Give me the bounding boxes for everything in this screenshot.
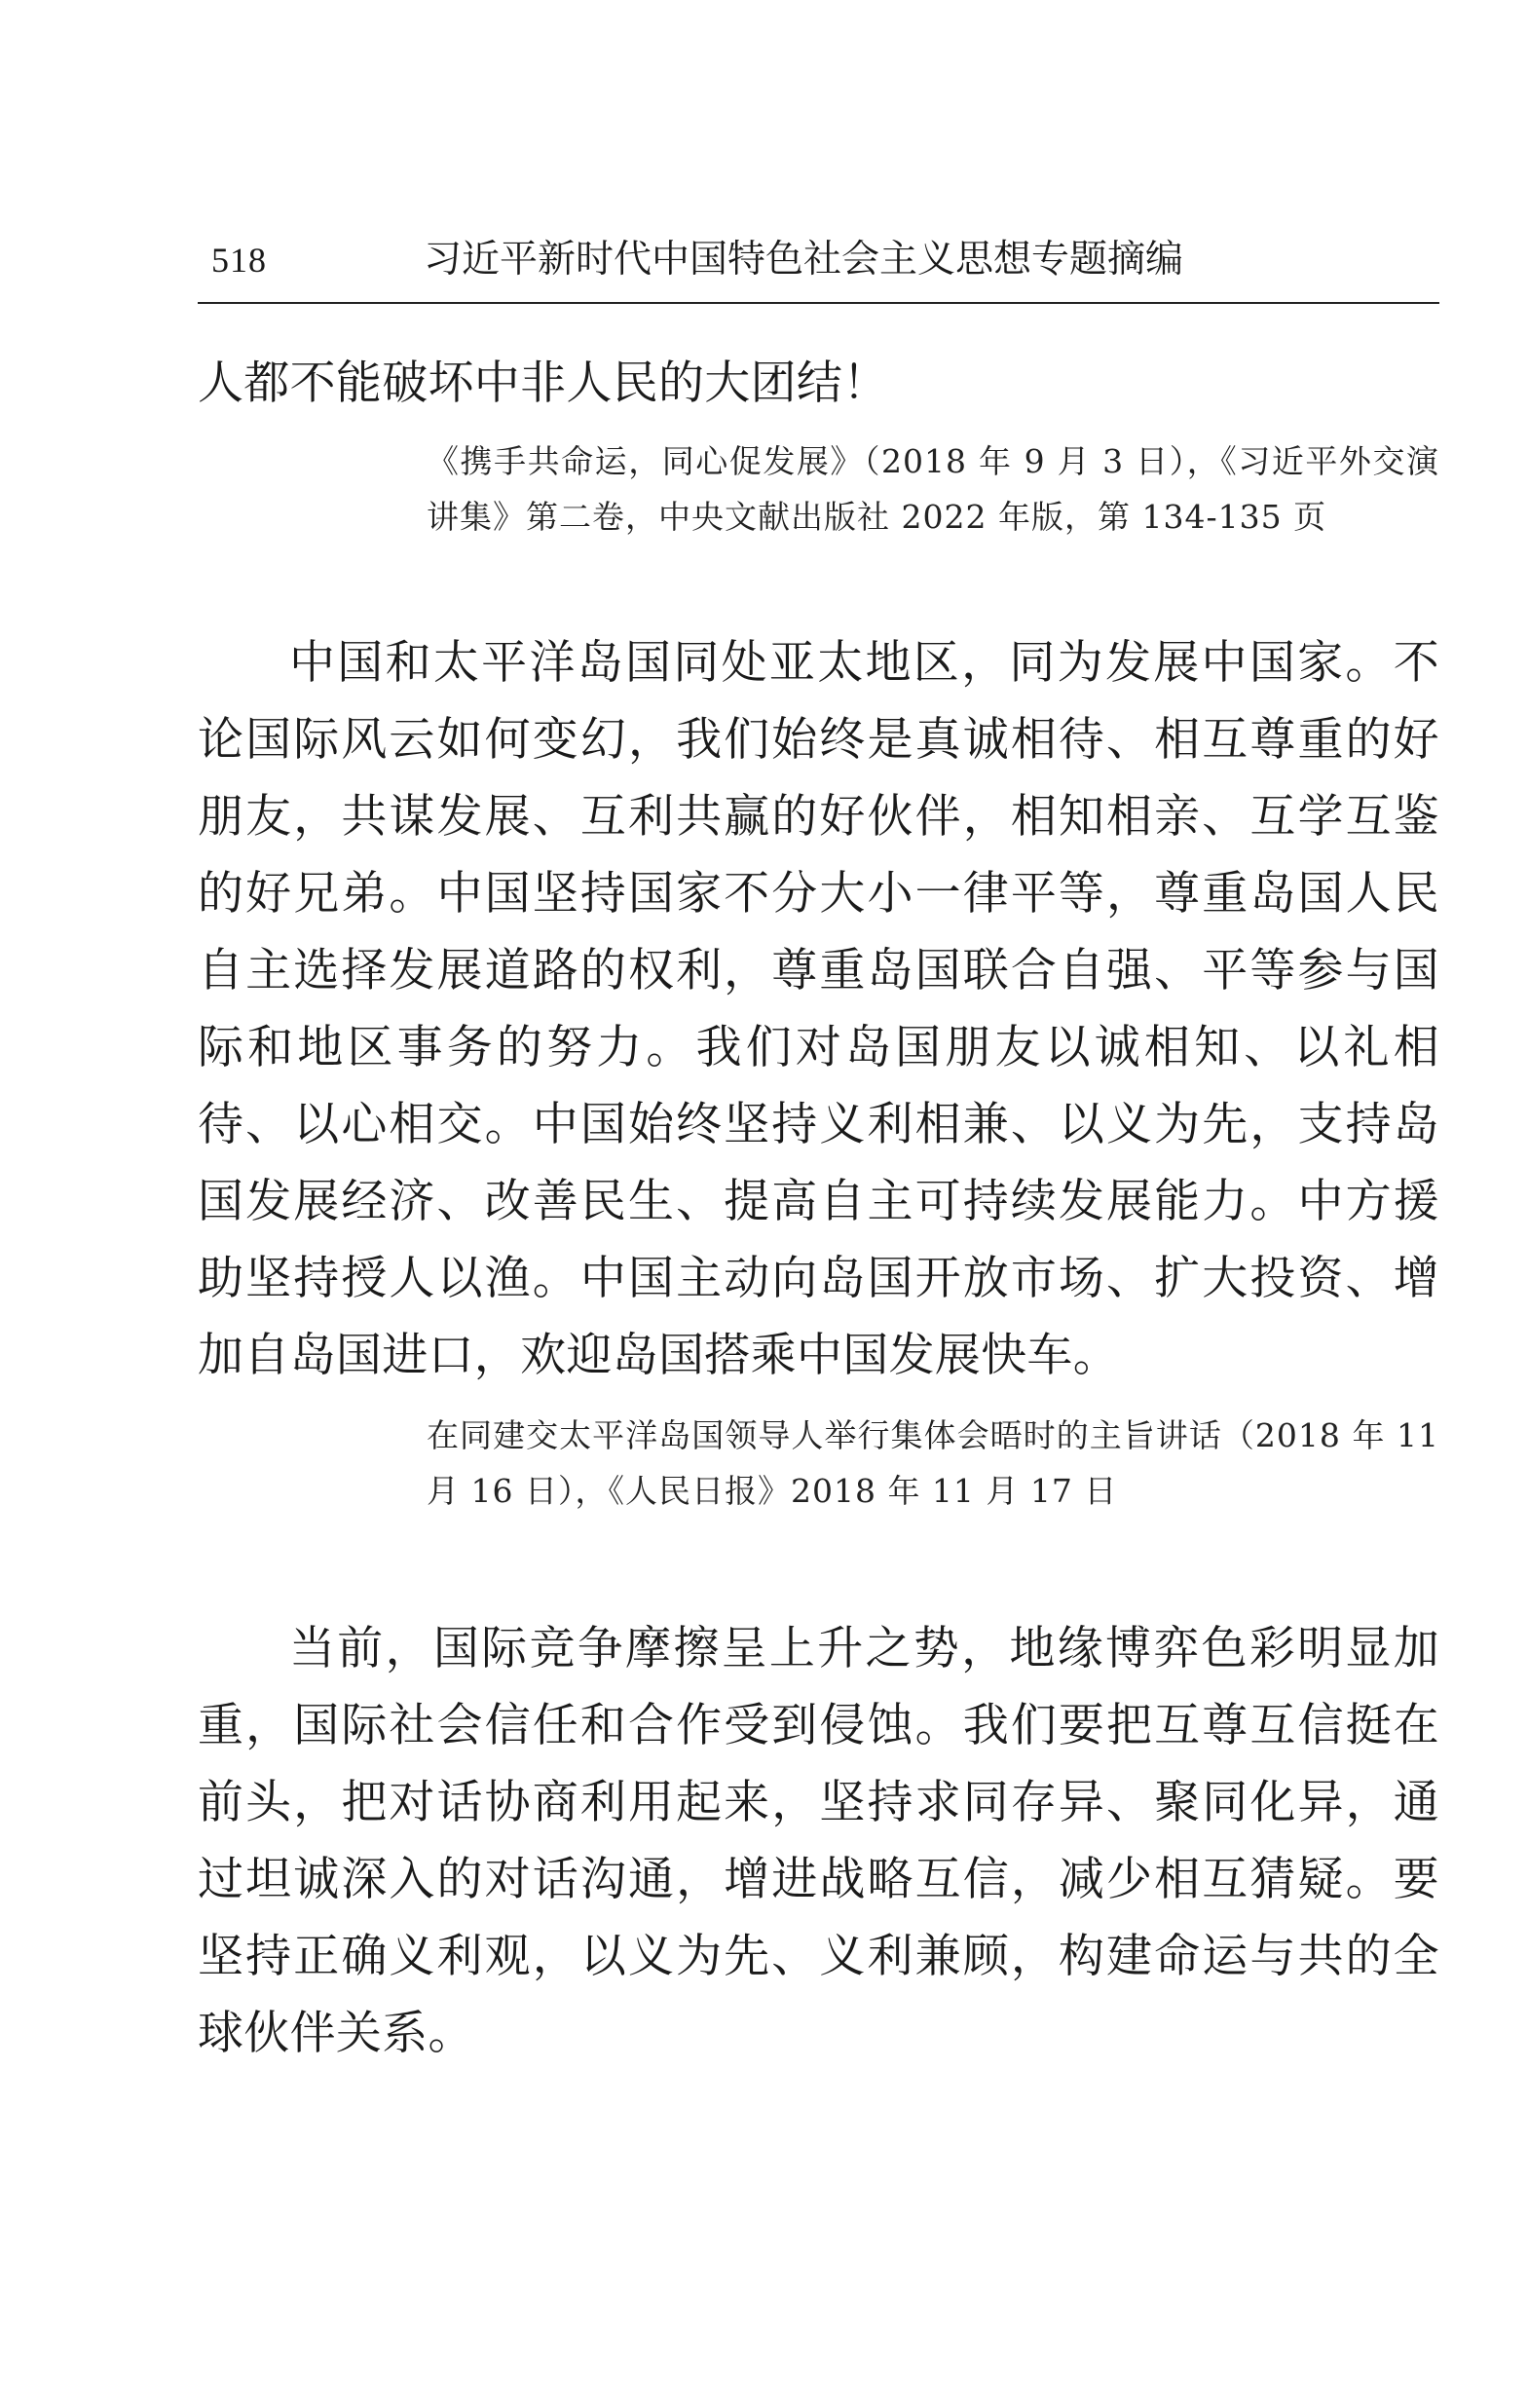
page-number: 518 xyxy=(211,241,267,280)
paragraph-continued: 人都不能破坏中非人民的大团结！ xyxy=(198,357,889,410)
page-header xyxy=(198,230,1439,304)
page-body xyxy=(198,345,1439,2072)
paragraph: 当前，国际竞争摩擦呈上升之势，地缘博弈色彩明显加重，国际社会信任和合作受到侵蚀。我们要把互尊互信挺在前头，把对话协商利用起来，坚持求同存异、聚同化异，通过坦诚深入的对话沟通，增进战略互信，减少相互猜疑。要坚持正确义利观，以义为先、义利兼顾，构建命运与共的全球伙伴关系。 xyxy=(198,1622,1439,2060)
paragraph: 中国和太平洋岛国同处亚太地区，同为发展中国家。不论国际风云如何变幻，我们始终是真诚相待、相互尊重的好朋友，共谋发展、互利共赢的好伙伴，相知相亲、互学互鉴的好兄弟。中国坚持国家不分大小一律平等，尊重岛国人民自主选择发展道路的权利，尊重岛国联合自强、平等参与国际和地区事务的努力。我们对岛国朋友以诚相知、以礼相待、以心相交。中国始终坚持义利相兼、以义为先，支持岛国发展经济、改善民生、提高自主可持续发展能力。中方援助坚持授人以渔。中国主动向岛国开放市场、扩大投资、增加自岛国进口，欢迎岛国搭乘中国发展快车。 xyxy=(198,636,1439,1382)
source-citation: 在同建交太平洋岛国领导人举行集体会晤时的主旨讲话（2018 年 11 月 16 日），《人民日报》2018 年 11 月 17 日 xyxy=(427,1416,1439,1510)
running-title: 习近平新时代中国特色社会主义思想专题摘编 xyxy=(424,238,1184,282)
source-citation: 《携手共命运，同心促发展》（2018 年 9 月 3 日），《习近平外交演讲集》第二卷，中央文献出版社 2022 年版，第 134-135 页 xyxy=(427,442,1439,536)
